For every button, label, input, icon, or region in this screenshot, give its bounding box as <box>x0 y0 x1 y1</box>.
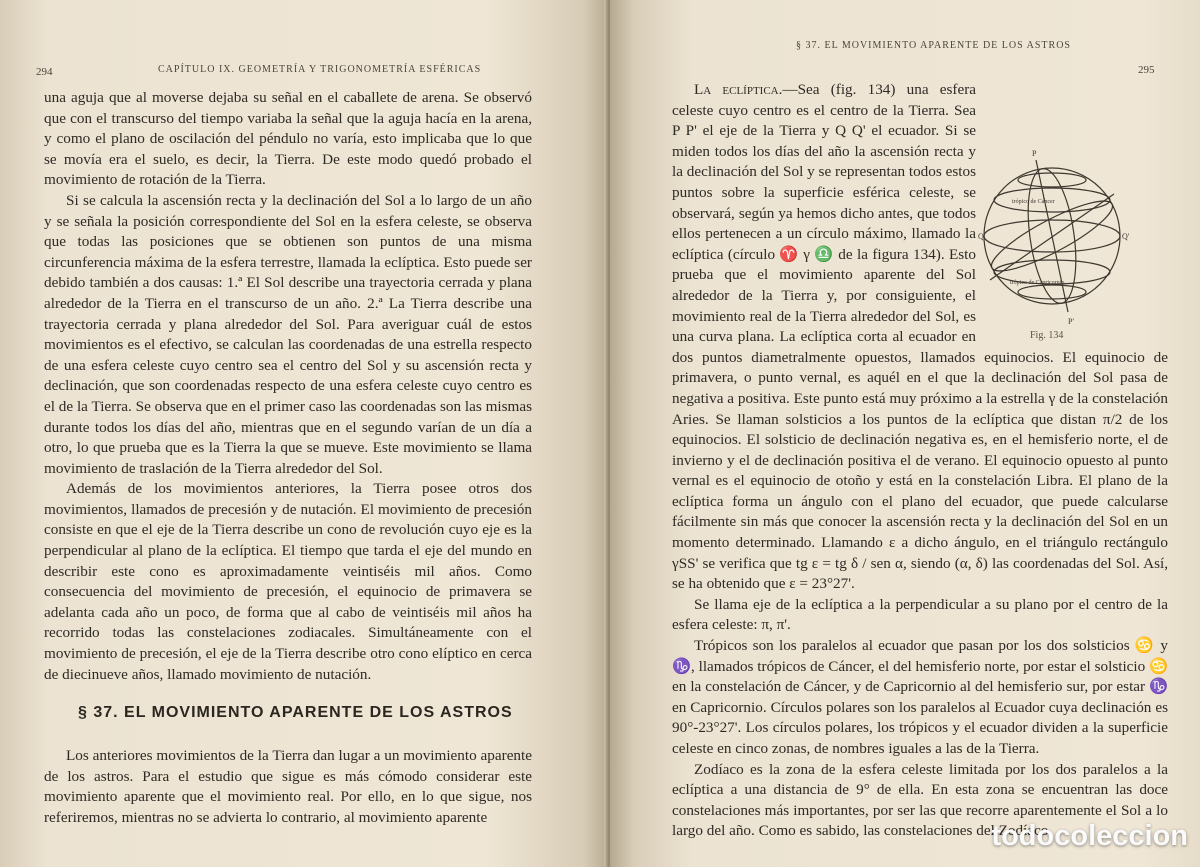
ecliptica-lead-in: La eclíptica. <box>694 81 783 98</box>
left-folio: 294 <box>36 66 53 78</box>
left-section-text <box>44 746 532 828</box>
right-paragraph-4: Zodíaco es la zona de la esfera celeste limitada por los dos paralelos a la eclíptica a una distancia de 9° de ella. En esta zona se encuentran las doce constelaciones más importantes, por ser las que recorre aparentemente el Sol a lo largo del año. Como es sabido, las constelaciones del Zodíaco <box>672 760 1168 840</box>
right-paragraph-2: Se llama eje de la eclíptica a la perpendicular a su plano por el centro de la esfera celeste: π, π'. <box>672 595 1168 634</box>
tropic-cancer-label: trópico de Cáncer <box>1012 199 1055 205</box>
watermark-text: todocoleccion <box>991 820 1188 852</box>
left-body-text <box>44 88 532 685</box>
pole-bottom-label: P' <box>1068 317 1074 326</box>
equator-q-label: Q <box>978 232 984 241</box>
left-section-paragraph: Los anteriores movimientos de la Tierra dan lugar a un movimiento aparente de los astros. Para el estudio que sigue es más cómodo considerar este movimiento aparente que el movimiento real. Por ello, en lo que sigue, nos referiremos, mientras no se advierta lo contrario, al movimiento aparente <box>44 747 532 826</box>
right-paragraph-3: Trópicos son los paralelos al ecuador que pasan por los dos solsticios ♋ y ♑, llamados trópicos de Cáncer, el del hemisferio norte, por estar el solsticio ♋ en la constelación de Cáncer, y de Capricornio al del hemisferio sur, por estar ♑ en Capricornio. Círculos polares son los paralelos al Ecuador cuya declinación es 90°-23°27'. Los círculos polares, los trópicos y el ecuador dividen a la superficie celeste en cinco zonas, de nombres iguales a las de la Tierra. <box>672 637 1168 757</box>
tropic-capricorn-label: trópico de Capricornio <box>1010 280 1065 286</box>
section-heading: § 37. EL MOVIMIENTO APARENTE DE LOS ASTROS <box>78 704 513 721</box>
figure-caption: Fig. 134 <box>1030 330 1064 341</box>
right-folio: 295 <box>1138 64 1155 76</box>
equator-q-prime-label: Q' <box>1122 232 1130 241</box>
left-paragraph-1: una aguja que al moverse dejaba su señal en el caballete de arena. Se observó que con el transcurso del tiempo variaba la señal que la aguja hacía en la arena, y como el plano de oscilación del péndulo no varía, esto implicaba que lo que se movía era el suelo, es decir, la Tierra. De este modo quedó probado el movimiento de rotación de la Tierra. <box>44 89 532 189</box>
right-running-head: § 37. EL MOVIMIENTO APARENTE DE LOS ASTROS <box>796 40 1071 51</box>
left-paragraph-3: Además de los movimientos anteriores, la Tierra posee otros dos movimientos, llamados de precesión y de nutación. El movimiento de precesión consiste en que el eje de la Tierra describe un cono de revolución cuyo eje es la perpendicular al plano de la eclíptica. El tiempo que tarda el eje del mundo en describir este cono es aproximadamente veintiséis mil años. Como consecuencia del movimiento de precesión, el equinocio de primavera se adelanta cada año un poco, de forma que al cabo de veintiséis mil años ha recorrido todas las constelaciones zodiacales. Simultáneamente con el movimiento de precesión, el eje de la Tierra describe otro cono elíptico en cerca de diecinueve años, llamado movimiento de nutación. <box>44 480 532 683</box>
right-body-text <box>672 80 1168 842</box>
pole-top-label: P <box>1032 149 1037 158</box>
left-running-head: CAPÍTULO IX. GEOMETRÍA Y TRIGONOMETRÍA ESFÉRICAS <box>158 64 482 75</box>
right-paragraph-1-text: —Sea (fig. 134) una esfera celeste cuyo centro es el centro de la Tierra. Sea P P' el eje de la Tierra y Q Q' el ecuador. Si se miden todos los días del año la ascensión recta y la declinación del Sol y se representan todos estos puntos sobre la superficie esférica celeste, se observará, según ya hemos dicho antes, que todos ellos pertenecen a un círculo máximo, llamado la eclíptica (círculo ♈ γ ♎ de la figura 134). Esto prueba que el movimiento aparente del Sol alrededor de la Tierra y, por consiguiente, el movimiento real de la Tierra alrededor del Sol, es una curva plana. La eclíptica corta al ecuador en dos puntos diametralmente opuestos, llamados equinocios. El equinocio de primavera, o punto vernal, es aquél en el que la declinación del Sol pasa de negativa a positiva. Este punto está muy próximo a la estrella γ de la constelación Aries. Se llaman solsticios a los puntos de la eclíptica que distan π/2 de los equinocios. El solsticio de declinación negativa es, en el hemisferio norte, el de invierno y el de declinación positiva el de verano. El equinocio opuesto al punto vernal es el equinocio de otoño y está en la constelación Libra. El plano de la eclíptica forma un ángulo con el plano del ecuador, que puede calcularse fácilmente sin más que conocer la ascensión recta y la declinación del Sol en un momento determinado. Llamando ε a dicho ángulo, en el triángulo rectángulo γSS' se verifica que tg ε = tg δ / sen α, siendo (α, δ) las coordenadas del Sol. Así, se ha obtenido que ε = 23°27'. <box>672 81 1168 593</box>
figure-float-space <box>976 80 1168 342</box>
watermark-logo <box>991 820 1188 853</box>
left-paragraph-2: Si se calcula la ascensión recta y la declinación del Sol a lo largo de un año y se señala la posición correspondiente del Sol en la esfera celeste, se observa que todas las posiciones que se obtienen son puntos de una misma circunferencia máxima de la esfera terrestre, llamada la eclíptica. Esto puede ser debido también a dos causas: 1.ª El Sol describe una trayectoria cerrada y plana alrededor de la Tierra en el transcurso de un año. 2.ª La Tierra describe una trayectoria cerrada y plana alrededor del Sol. Para averiguar cuál de estos movimientos es el efectivo, se calculan las coordenadas de una estrella respecto de una esfera celeste cuyo centro sea el centro del Sol y su ascensión recta y declinación, que son coordenadas respecto de una esfera celeste cuyo centro es el de la Tierra. Se observa que en el primer caso las coordenadas son las mismas durante todos los días del año, mientras que en el segundo varían de un día a otro, lo que prueba que es la Tierra la que se mueve. Este movimiento se llama movimiento de traslación de la Tierra alrededor del Sol. <box>44 191 532 477</box>
right-page <box>610 0 1200 867</box>
